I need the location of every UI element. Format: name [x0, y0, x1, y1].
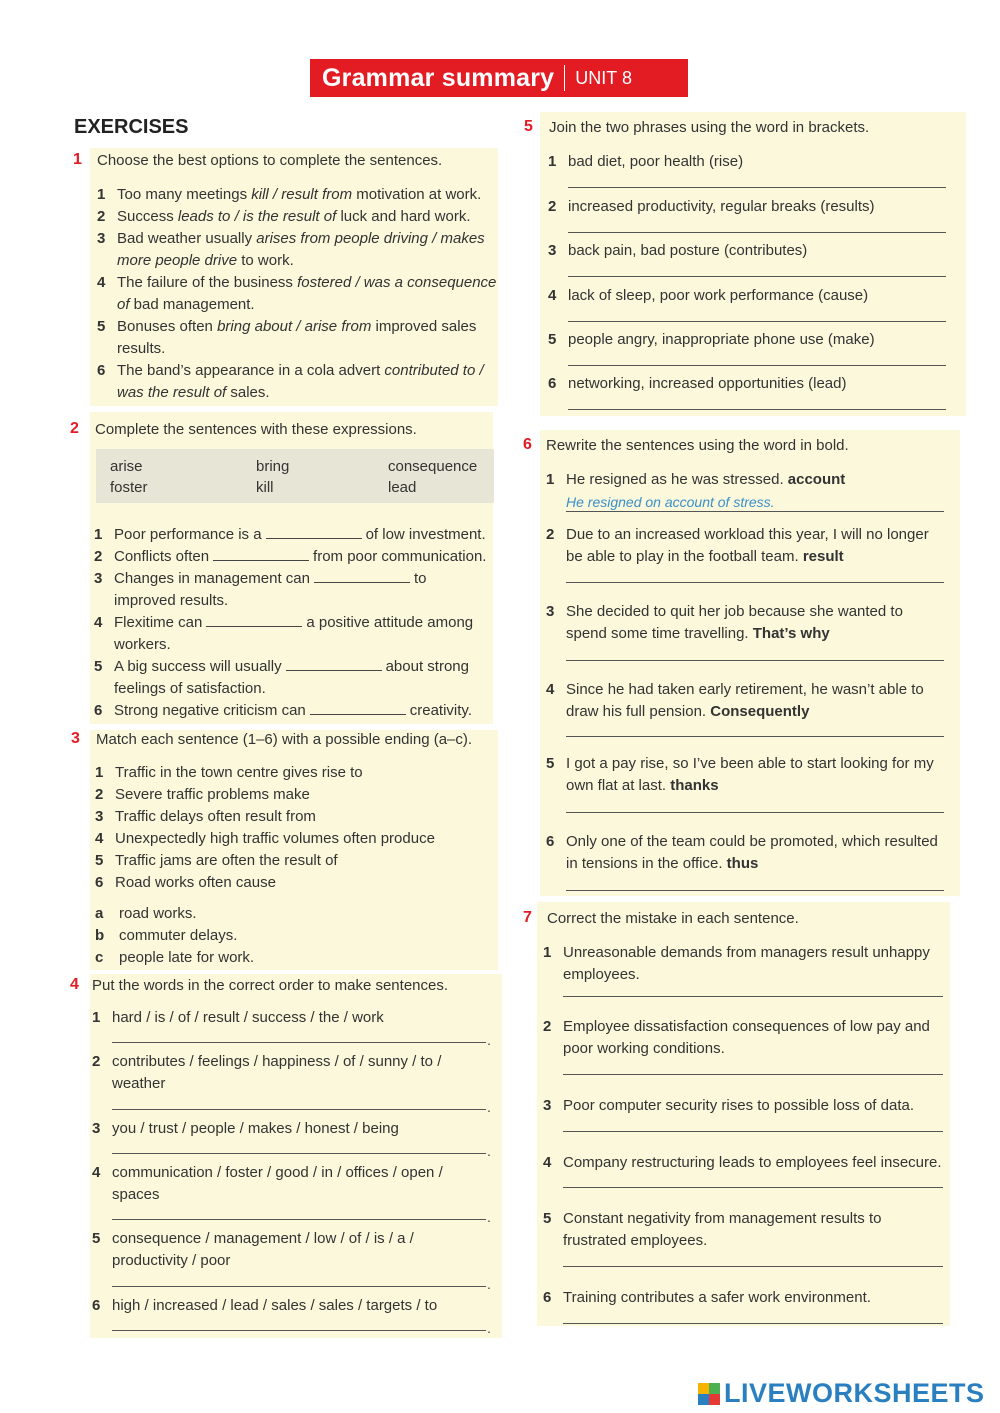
item-number: 2 — [548, 198, 557, 215]
exercise-number: 3 — [71, 730, 80, 747]
exercise-line — [95, 925, 237, 947]
item-number: 4 — [94, 614, 103, 631]
exercise-instruction: Complete the sentences with these expressions. — [95, 421, 417, 438]
item-number: 3 — [543, 1097, 552, 1114]
item-number: 5 — [92, 1230, 101, 1247]
item-number: 5 — [97, 318, 106, 335]
fill-blank[interactable] — [266, 538, 362, 539]
fill-blank[interactable] — [286, 670, 382, 671]
exercise-line — [543, 1095, 914, 1117]
item-options: more people drive — [117, 252, 238, 269]
item-number: 4 — [92, 1164, 101, 1181]
exercise-line — [543, 1287, 871, 1309]
item-number: 1 — [92, 1009, 101, 1026]
exercise-number: 7 — [523, 909, 532, 926]
answer-line[interactable] — [563, 1323, 943, 1324]
item-text: He resigned as he was stressed. — [566, 471, 788, 488]
exercise-line — [548, 285, 868, 307]
exercise-line — [566, 775, 719, 797]
answer-line[interactable] — [563, 1266, 943, 1267]
exercise-line — [97, 294, 255, 316]
title-divider — [564, 65, 565, 91]
exercise-line — [548, 373, 847, 395]
item-text: improved results. — [114, 592, 229, 609]
exercise-line — [548, 196, 875, 218]
item-number: 4 — [546, 681, 555, 698]
exercise-line — [546, 679, 924, 701]
item-number: 1 — [95, 764, 104, 781]
exercise-line — [112, 1184, 160, 1206]
item-number: 6 — [94, 702, 103, 719]
answer-line[interactable] — [563, 1131, 943, 1132]
word-option: bring — [256, 458, 290, 475]
item-options: was the result of — [117, 384, 227, 401]
ending-text: commuter delays. — [119, 927, 238, 944]
item-number: 3 — [95, 808, 104, 825]
item-number: 3 — [92, 1120, 101, 1137]
word-option: lead — [388, 479, 417, 496]
item-number: 1 — [543, 944, 552, 961]
item-text: Poor performance is a — [114, 526, 262, 543]
exercise-line — [94, 524, 486, 546]
exercise-instruction: Put the words in the correct order to make sentences. — [92, 977, 449, 994]
exercise-line — [566, 853, 758, 875]
exercise-line — [566, 623, 830, 645]
exercise-line — [95, 806, 316, 828]
item-number: 1 — [97, 186, 106, 203]
item-options: bring about / arise from — [217, 318, 372, 335]
exercise-line — [95, 947, 254, 969]
item-text: productivity / poor — [112, 1252, 231, 1269]
item-text: weather — [112, 1075, 166, 1092]
item-text: spaces — [112, 1186, 160, 1203]
item-text: Employee dissatisfaction consequences of low pay and — [563, 1018, 930, 1035]
item-text: own flat at last. — [566, 777, 671, 794]
item-text: Bonuses often — [117, 318, 218, 335]
item-number: 6 — [92, 1297, 101, 1314]
full-stop: . — [487, 1276, 491, 1292]
exercise-line — [95, 850, 338, 872]
item-number: 6 — [543, 1289, 552, 1306]
item-text: Company restructuring leads to employees feel insecure. — [563, 1154, 942, 1171]
exercise-line — [94, 568, 426, 590]
item-text: a positive attitude among — [306, 614, 474, 631]
item-number: 5 — [94, 658, 103, 675]
item-text: bad diet, poor health (rise) — [568, 153, 744, 170]
item-text: be able to play in the football team. — [566, 548, 803, 565]
exercise-line — [97, 316, 476, 338]
liveworksheets-logo-icon — [698, 1383, 720, 1405]
logo-text: LIVEWORKSHEETS — [724, 1378, 985, 1408]
item-text: high / increased / lead / sales / sales / targets / to — [112, 1297, 438, 1314]
item-text: to work. — [237, 252, 294, 269]
item-text: The failure of the business — [117, 274, 298, 291]
key-word: Consequently — [710, 703, 810, 720]
item-number: 6 — [97, 362, 106, 379]
item-text: Traffic delays often result from — [115, 808, 316, 825]
exercise-line — [92, 1007, 384, 1029]
answer-line[interactable] — [568, 365, 946, 366]
answer-line[interactable] — [563, 1187, 943, 1188]
full-stop: . — [487, 1143, 491, 1159]
key-word: thanks — [670, 777, 719, 794]
exercise-line — [546, 469, 845, 491]
item-number: 5 — [548, 331, 557, 348]
item-text: Traffic jams are often the result of — [115, 852, 338, 869]
item-text: draw his full pension. — [566, 703, 711, 720]
item-text: Bad weather usually — [117, 230, 257, 247]
exercise-line — [95, 762, 363, 784]
answer-line[interactable] — [568, 276, 946, 277]
exercise-line — [563, 1038, 725, 1060]
exercise-line — [543, 942, 930, 964]
exercise-line — [94, 634, 171, 656]
answer-line[interactable] — [566, 736, 944, 737]
answer-line[interactable] — [112, 1042, 486, 1043]
item-text: Traffic in the town centre gives rise to — [115, 764, 363, 781]
full-stop: . — [487, 1209, 491, 1225]
fill-blank[interactable] — [213, 560, 309, 561]
exercise-line — [548, 329, 875, 351]
word-option: consequence — [388, 458, 478, 475]
exercise-line — [546, 753, 934, 775]
answer-line[interactable] — [112, 1153, 486, 1154]
fill-blank[interactable] — [206, 626, 302, 627]
item-text: frustrated employees. — [563, 1232, 708, 1249]
item-text: feelings of satisfaction. — [114, 680, 266, 697]
answer-line[interactable] — [563, 996, 943, 997]
item-text: spend some time travelling. — [566, 625, 753, 642]
item-text: Constant negativity from management results to — [563, 1210, 882, 1227]
item-text: Training contributes a safer work environment. — [563, 1289, 871, 1306]
exercise-line — [97, 360, 484, 382]
item-text: Conflicts often — [114, 548, 210, 565]
item-text: contributes / feelings / happiness / of / sunny / to / — [112, 1053, 442, 1070]
item-number: 4 — [543, 1154, 552, 1171]
item-text: Too many meetings — [117, 186, 252, 203]
answer-line[interactable] — [566, 582, 944, 583]
item-text: Unreasonable demands from managers result unhappy — [563, 944, 930, 961]
exercise-number: 1 — [73, 151, 82, 168]
item-text: consequence / management / low / of / is / a / — [112, 1230, 414, 1247]
exercise-line — [566, 701, 809, 723]
item-number: 5 — [95, 852, 104, 869]
item-text: motivation at work. — [352, 186, 482, 203]
item-number: 6 — [546, 833, 555, 850]
exercise-line — [94, 678, 266, 700]
exercise-line — [94, 656, 469, 678]
item-text: bad management. — [129, 296, 255, 313]
word-box — [96, 449, 494, 503]
exercises-heading: EXERCISES — [74, 116, 189, 138]
ending-letter: b — [95, 927, 105, 944]
exercise-line — [566, 546, 844, 568]
exercise-line — [112, 1250, 230, 1272]
exercise-line — [95, 828, 435, 850]
item-text: improved sales — [371, 318, 477, 335]
exercise-instruction: Join the two phrases using the word in brackets. — [549, 119, 870, 136]
item-text: increased productivity, regular breaks (results) — [568, 198, 875, 215]
item-text: about strong — [385, 658, 469, 675]
item-text: in tensions in the office. — [566, 855, 727, 872]
item-text: A big success will usually — [114, 658, 282, 675]
fill-blank[interactable] — [310, 714, 406, 715]
ending-letter: a — [95, 905, 104, 922]
full-stop: . — [487, 1320, 491, 1336]
item-options: of — [117, 296, 130, 313]
exercise-line — [94, 700, 472, 722]
answer-line[interactable] — [112, 1219, 486, 1220]
exercise-line — [543, 1208, 882, 1230]
exercise-instruction: Match each sentence (1–6) with a possible ending (a–c). — [96, 731, 473, 748]
exercise-line — [548, 151, 743, 173]
exercise-line — [95, 872, 276, 894]
item-number: 4 — [548, 287, 557, 304]
exercise-number: 2 — [70, 420, 79, 437]
item-text: The band’s appearance in a cola advert — [117, 362, 385, 379]
item-number: 2 — [97, 208, 106, 225]
item-number: 1 — [546, 471, 555, 488]
item-text: She decided to quit her job because she wanted to — [566, 603, 903, 620]
exercise-line — [546, 831, 938, 853]
exercise-line — [543, 1016, 930, 1038]
ending-letter: c — [95, 949, 104, 966]
exercise-line — [543, 1152, 942, 1174]
exercise-line — [92, 1228, 414, 1250]
page-title: Grammar summary — [322, 63, 555, 92]
item-number: 2 — [95, 786, 104, 803]
exercise-line — [97, 382, 270, 404]
item-number: 2 — [92, 1053, 101, 1070]
title-banner — [310, 59, 688, 97]
item-text: you / trust / people / makes / honest / being — [112, 1120, 399, 1137]
item-text: Due to an increased workload this year, I will no longer — [566, 526, 929, 543]
answer-line[interactable] — [566, 812, 944, 813]
exercise-line — [97, 250, 294, 272]
item-number: 3 — [546, 603, 555, 620]
item-text: Only one of the team could be promoted, which resulted — [566, 833, 938, 850]
item-text: to — [413, 570, 427, 587]
item-number: 1 — [548, 153, 557, 170]
item-number: 3 — [97, 230, 106, 247]
item-text: people angry, inappropriate phone use (make) — [568, 331, 875, 348]
answer-line[interactable] — [566, 660, 944, 661]
exercise-number: 5 — [524, 118, 533, 135]
item-number: 5 — [543, 1210, 552, 1227]
item-text: Since he had taken early retirement, he wasn’t able to — [566, 681, 924, 698]
item-number: 4 — [95, 830, 104, 847]
item-options: fostered / was a consequence — [297, 274, 497, 291]
exercise-line — [95, 903, 197, 925]
exercise-line — [92, 1051, 441, 1073]
key-word: That’s why — [752, 625, 830, 642]
item-text: communication / foster / good / in / offices / open / — [112, 1164, 443, 1181]
item-text: Unexpectedly high traffic volumes often produce — [115, 830, 435, 847]
item-text: Strong negative criticism can — [114, 702, 306, 719]
exercise-line — [97, 338, 165, 360]
item-text: Poor computer security rises to possible loss of data. — [563, 1097, 914, 1114]
item-number: 3 — [94, 570, 103, 587]
ending-text: road works. — [119, 905, 197, 922]
item-text: employees. — [563, 966, 640, 983]
unit-label: UNIT 8 — [575, 67, 632, 88]
example-answer: He resigned on account of stress. — [566, 494, 775, 510]
item-text: hard / is / of / result / success / the / work — [112, 1009, 384, 1026]
item-number: 6 — [548, 375, 557, 392]
exercise-line — [92, 1118, 399, 1140]
item-options: leads to / is the result of — [177, 208, 337, 225]
item-text: from poor communication. — [313, 548, 487, 565]
item-text: luck and hard work. — [336, 208, 471, 225]
item-number: 2 — [546, 526, 555, 543]
item-number: 3 — [548, 242, 557, 259]
item-number: 1 — [94, 526, 103, 543]
item-text: I got a pay rise, so I’ve been able to start looking for my — [566, 755, 934, 772]
answer-line[interactable] — [568, 232, 946, 233]
item-text: Flexitime can — [114, 614, 203, 631]
exercise-line — [92, 1295, 437, 1317]
word-option: kill — [256, 479, 274, 496]
exercise-line — [97, 228, 485, 250]
fill-blank[interactable] — [314, 582, 410, 583]
exercise-number: 6 — [523, 436, 532, 453]
exercise-instruction: Correct the mistake in each sentence. — [547, 910, 799, 927]
answer-line[interactable] — [112, 1109, 486, 1110]
item-number: 2 — [543, 1018, 552, 1035]
exercise-line — [97, 206, 471, 228]
item-number: 6 — [95, 874, 104, 891]
item-text: back pain, bad posture (contributes) — [568, 242, 808, 259]
item-text: Changes in management can — [114, 570, 310, 587]
answer-line[interactable] — [568, 321, 946, 322]
exercise-line — [548, 240, 807, 262]
answer-line[interactable] — [112, 1330, 486, 1331]
exercise-line — [92, 1162, 443, 1184]
word-option: arise — [110, 458, 143, 475]
item-number: 5 — [546, 755, 555, 772]
item-text: results. — [117, 340, 166, 357]
key-word: result — [802, 548, 844, 565]
item-text: of low investment. — [365, 526, 486, 543]
exercise-line — [94, 612, 473, 634]
item-number: 4 — [97, 274, 106, 291]
exercise-line — [94, 590, 228, 612]
item-text: lack of sleep, poor work performance (cause) — [568, 287, 869, 304]
item-options: kill / result from — [251, 186, 353, 203]
answer-line[interactable] — [566, 511, 944, 512]
answer-line[interactable] — [568, 409, 946, 410]
exercise-line — [97, 272, 496, 294]
exercise-instruction: Rewrite the sentences using the word in bold. — [546, 437, 849, 454]
exercise-line — [563, 964, 640, 986]
exercise-number: 4 — [70, 976, 79, 993]
full-stop: . — [487, 1099, 491, 1115]
answer-line[interactable] — [563, 1074, 943, 1075]
exercise-line — [95, 784, 310, 806]
item-options: arises from people driving / makes — [256, 230, 485, 247]
answer-line[interactable] — [568, 187, 946, 188]
key-word: thus — [726, 855, 759, 872]
item-text: Road works often cause — [115, 874, 276, 891]
exercise-line — [97, 184, 481, 206]
item-options: contributed to / — [384, 362, 484, 379]
answer-line[interactable] — [112, 1286, 486, 1287]
item-text: Success — [117, 208, 178, 225]
item-text: poor working conditions. — [563, 1040, 725, 1057]
item-number: 2 — [94, 548, 103, 565]
exercise-line — [546, 601, 903, 623]
exercise-instruction: Choose the best options to complete the sentences. — [97, 152, 443, 169]
item-text: networking, increased opportunities (lead) — [568, 375, 847, 392]
word-option: foster — [110, 479, 148, 496]
exercise-line — [546, 524, 929, 546]
item-text: sales. — [226, 384, 270, 401]
item-text: creativity. — [409, 702, 472, 719]
liveworksheets-logo — [698, 1378, 985, 1409]
exercise-line — [563, 1230, 707, 1252]
answer-line[interactable] — [566, 890, 944, 891]
key-word: account — [787, 471, 846, 488]
item-text: Severe traffic problems make — [115, 786, 310, 803]
full-stop: . — [487, 1032, 491, 1048]
ending-text: people late for work. — [119, 949, 255, 966]
item-text: workers. — [114, 636, 171, 653]
exercise-line — [94, 546, 486, 568]
exercise-line — [112, 1073, 165, 1095]
